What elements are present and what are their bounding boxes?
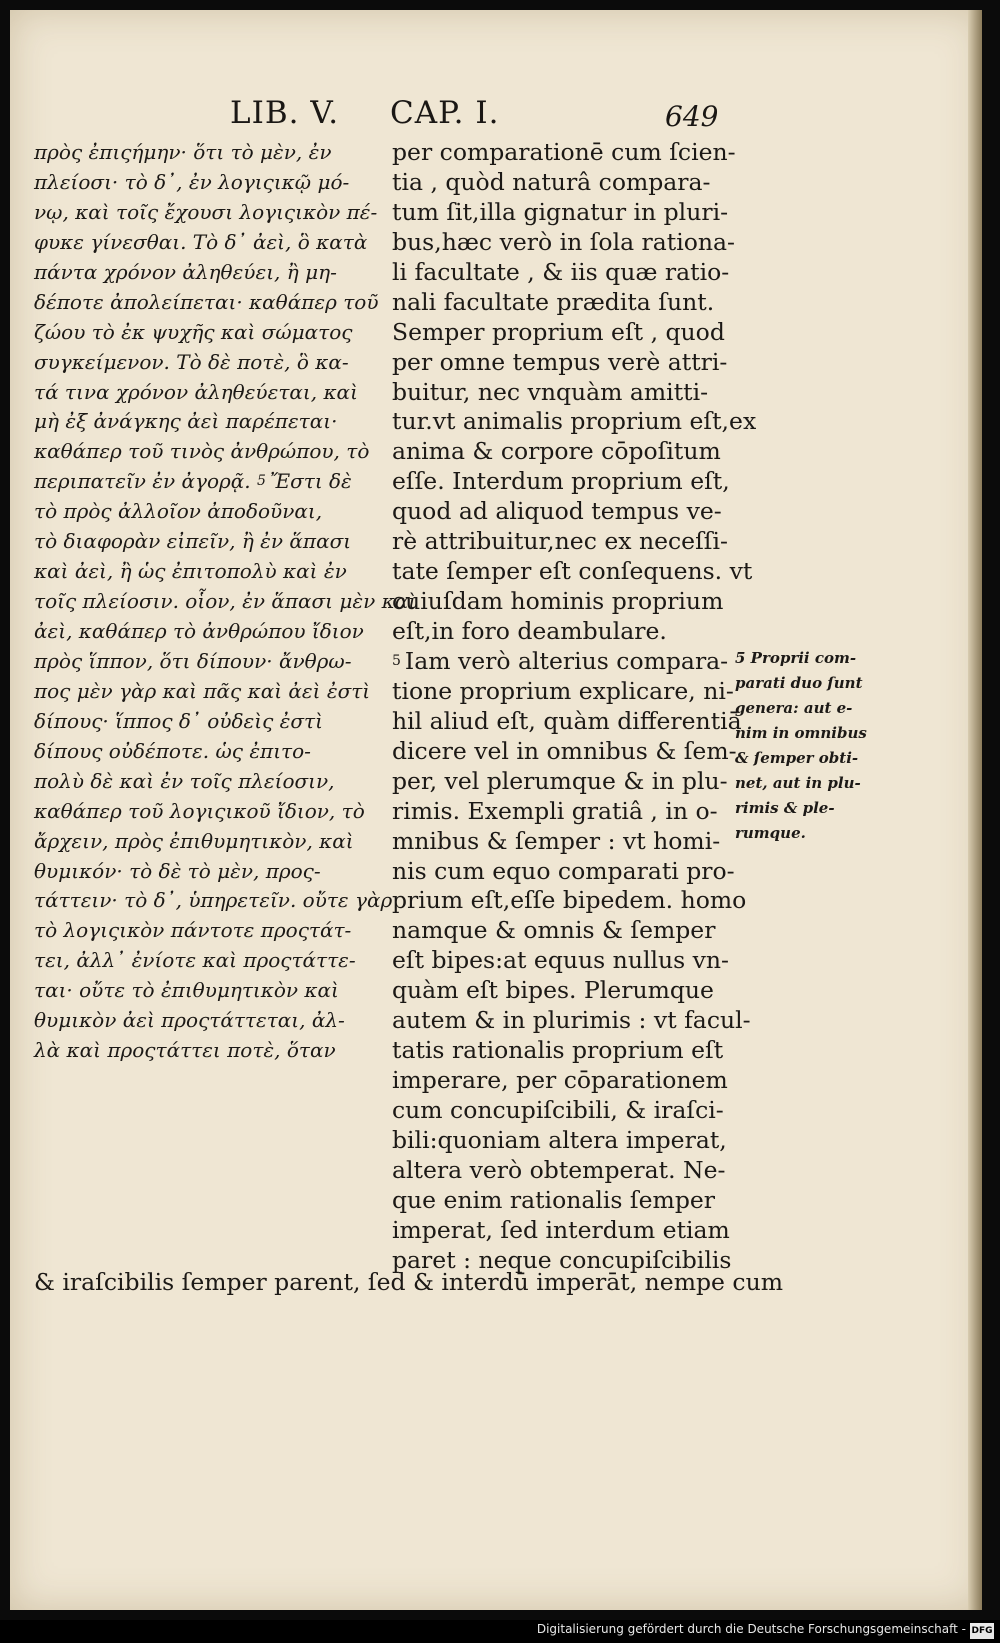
latin-text-line: tia , quòd naturâ compara- bbox=[392, 167, 711, 196]
latin-text-line: eſt bipes:at equus nullus vn- bbox=[392, 946, 729, 975]
latin-column bbox=[392, 138, 757, 1276]
footer-credit-text: Digitalisierung gefördert durch die Deutsche Forschungsgemeinschaft - bbox=[536, 1622, 966, 1636]
latin-text-line: imperat, ſed interdum etiam bbox=[392, 1215, 730, 1244]
latin-text-line: anima & corpore cōpoſitum bbox=[392, 437, 721, 466]
bottom-full-width-line: & iraſcibilis ſemper parent, ſed & interdū imperāt, nempe cum bbox=[34, 1268, 783, 1296]
latin-text-line: eſſe. Interdum proprium eſt, bbox=[392, 467, 730, 496]
greek-text-line: καθάπερ τοῦ λογιςικοῦ ἴδιον, τὸ bbox=[34, 798, 365, 823]
greek-text-line: πολὺ δὲ καὶ ἐν τοῖς πλείοσιν, bbox=[34, 768, 335, 793]
greek-text-line: πλείοσι· τὸ δ᾽, ἐν λογιςικῷ μό- bbox=[34, 169, 350, 194]
greek-text-line: ἄρχειν, πρὸς ἐπιθυμητικὸν, καὶ bbox=[34, 828, 354, 853]
latin-text-line: quàm eſt bipes. Plerumque bbox=[392, 976, 714, 1005]
greek-text-line: θυμικόν· τὸ δὲ τὸ μὲν, προς- bbox=[34, 858, 321, 883]
greek-text-line: δίπους οὐδέποτε. ὡς ἐπιτο- bbox=[34, 738, 311, 763]
greek-text-line: πρὸς ἵππον, ὅτι δίπουν· ἄνθρω- bbox=[34, 648, 352, 673]
greek-text-line: τά τινα χρόνον ἀληθεύεται, καὶ bbox=[34, 379, 358, 404]
greek-text-line: πρὸς ἐπιςήμην· ὅτι τὸ μὲν, ἐν bbox=[34, 140, 332, 164]
margin-note bbox=[735, 646, 885, 846]
book-page bbox=[10, 10, 982, 1610]
latin-text-line: rimis. Exempli gratiâ , in o- bbox=[392, 796, 718, 825]
latin-text-line: bus,hæc verò in ſola rationa- bbox=[392, 227, 735, 256]
latin-text-line: 5 Iam verò alterius compara- bbox=[392, 646, 729, 675]
margin-note-line: nim in omnibus bbox=[735, 724, 867, 742]
latin-text-line: per omne tempus verè attri- bbox=[392, 347, 728, 376]
margin-note-line: parati duo ſunt bbox=[735, 674, 863, 692]
latin-text-line: autem & in plurimis : vt facul- bbox=[392, 1006, 751, 1035]
latin-text-line: Semper proprium eſt , quod bbox=[392, 317, 725, 346]
latin-text-line: namque & omnis & ſemper bbox=[392, 916, 716, 945]
greek-text-line: ται· οὔτε τὸ ἐπιθυμητικὸν καὶ bbox=[34, 978, 339, 1003]
greek-column bbox=[34, 138, 417, 1066]
latin-text-line: hil aliud eſt, quàm differentiā bbox=[392, 706, 742, 735]
greek-text-line: νῳ, καὶ τοῖς ἔχουσι λογιςικὸν πέ- bbox=[34, 199, 378, 224]
latin-text-line: imperare, per cōparationem bbox=[392, 1066, 728, 1095]
greek-text-line: καθάπερ τοῦ τινὸς ἀνθρώπου, τὸ bbox=[34, 439, 370, 464]
margin-note-line: rimis & ple- bbox=[735, 799, 835, 817]
margin-note-line: & ſemper obti- bbox=[735, 749, 859, 767]
footnote-mark: 5 bbox=[392, 652, 401, 669]
latin-text-line: li facultate , & iis quæ ratio- bbox=[392, 257, 730, 286]
greek-text-line: τει, ἀλλ᾽ ἐνίοτε καὶ προςτάττε- bbox=[34, 948, 356, 973]
greek-text-line: τάττειν· τὸ δ᾽, ὑπηρετεῖν. οὔτε γὰρ bbox=[34, 888, 393, 913]
latin-text-line: bili:quoniam altera imperat, bbox=[392, 1125, 727, 1154]
greek-text-line: συγκείμενον. Τὸ δὲ ποτὲ, ὃ κα- bbox=[34, 349, 349, 374]
greek-text-line: καὶ ἀεὶ, ἢ ὡς ἐπιτοπολὺ καὶ ἐν bbox=[34, 559, 347, 584]
latin-text-line: tate ſemper eſt conſequens. vt bbox=[392, 557, 753, 586]
latin-text-line: dicere vel in omnibus & ſem- bbox=[392, 736, 737, 765]
greek-text-line: θυμικὸν ἀεὶ προςτάττεται, ἀλ- bbox=[34, 1008, 345, 1033]
margin-note-line: genera: aut e- bbox=[735, 699, 853, 717]
greek-text-line: μὴ ἐξ ἀνάγκης ἀεὶ παρέπεται· bbox=[34, 409, 338, 434]
greek-text-line: τοῖς πλείοσιν. οἷον, ἐν ἅπασι μὲν καὶ bbox=[34, 589, 417, 614]
book-number: LIB. V. bbox=[230, 95, 340, 131]
latin-text-line: eſt,in foro deambulare. bbox=[392, 617, 667, 645]
footnote-mark: 5 bbox=[257, 473, 266, 490]
latin-text-line: altera verò obtemperat. Ne- bbox=[392, 1155, 726, 1184]
margin-note-line: 5 Proprii com- bbox=[735, 649, 857, 667]
greek-text-line: δέποτε ἀπολείπεται· καθάπερ τοῦ bbox=[34, 289, 379, 314]
page-edge bbox=[968, 10, 982, 1610]
latin-text-line: per comparationē cum ſcien- bbox=[392, 138, 736, 166]
latin-text-line: nis cum equo comparati pro- bbox=[392, 856, 735, 885]
latin-text-line: buitur, nec vnquàm amitti- bbox=[392, 377, 709, 406]
latin-text-line: prium eſt,eſſe bipedem. homo bbox=[392, 886, 747, 915]
latin-text-line: mnibus & ſemper : vt homi- bbox=[392, 826, 721, 855]
greek-text-line: φυκε γίνεσθαι. Τὸ δ᾽ ἀεὶ, ὃ κατὰ bbox=[34, 229, 368, 254]
latin-text-line: quod ad aliquod tempus ve- bbox=[392, 497, 722, 526]
latin-text-line: tum ſit,illa gignatur in pluri- bbox=[392, 197, 729, 226]
page-number: 649 bbox=[665, 100, 719, 133]
greek-text-line: ἀεὶ, καθάπερ τὸ ἀνθρώπου ἴδιον bbox=[34, 619, 364, 643]
chapter-number: CAP. I. bbox=[390, 95, 500, 131]
greek-text-line: πάντα χρόνον ἀληθεύει, ἢ μη- bbox=[34, 259, 337, 284]
greek-text-line: πος μὲν γὰρ καὶ πᾶς καὶ ἀεὶ ἐστὶ bbox=[34, 678, 371, 703]
greek-text-line: τὸ διαφορὰν εἰπεῖν, ἢ ἐν ἅπασι bbox=[34, 529, 352, 554]
greek-text-line: λὰ καὶ προςτάττει ποτὲ, ὅταν bbox=[34, 1038, 336, 1063]
digitization-footer bbox=[0, 1620, 1000, 1643]
latin-text-line: rè attribuitur,nec ex neceſſi- bbox=[392, 527, 728, 556]
latin-text-line: paret : neque concupiſcibilis bbox=[392, 1245, 732, 1274]
latin-text-line: cum concupiſcibili, & iraſci- bbox=[392, 1096, 724, 1124]
latin-text-line: nali facultate prædita ſunt. bbox=[392, 287, 715, 316]
margin-note-line: rumque. bbox=[735, 824, 806, 842]
greek-text-line: ζώου τὸ ἐκ ψυχῆς καὶ σώματος bbox=[34, 319, 353, 344]
margin-note-line: net, aut in plu- bbox=[735, 774, 861, 792]
latin-text-line: per, vel plerumque & in plu- bbox=[392, 766, 728, 795]
greek-text-line: τὸ λογιςικὸν πάντοτε προςτάτ- bbox=[34, 918, 352, 943]
running-head bbox=[230, 95, 702, 131]
latin-text-line: cuiuſdam hominis proprium bbox=[392, 587, 724, 616]
greek-text-line: τὸ πρὸς ἀλλοῖον ἀποδοῦναι, bbox=[34, 499, 323, 524]
latin-text-line: que enim rationalis ſemper bbox=[392, 1185, 715, 1214]
dfg-logo: DFG bbox=[970, 1623, 994, 1639]
greek-text-line: περιπατεῖν ἐν ἀγορᾷ. 5 Ἔστι δὲ bbox=[34, 467, 382, 497]
latin-text-line: tur.vt animalis proprium eſt,ex bbox=[392, 407, 757, 436]
greek-text-line: δίπους· ἵππος δ᾽ οὐδεὶς ἐστὶ bbox=[34, 708, 323, 733]
latin-text-line: tatis rationalis proprium eſt bbox=[392, 1036, 724, 1065]
latin-text-line: tione proprium explicare, ni- bbox=[392, 676, 734, 705]
